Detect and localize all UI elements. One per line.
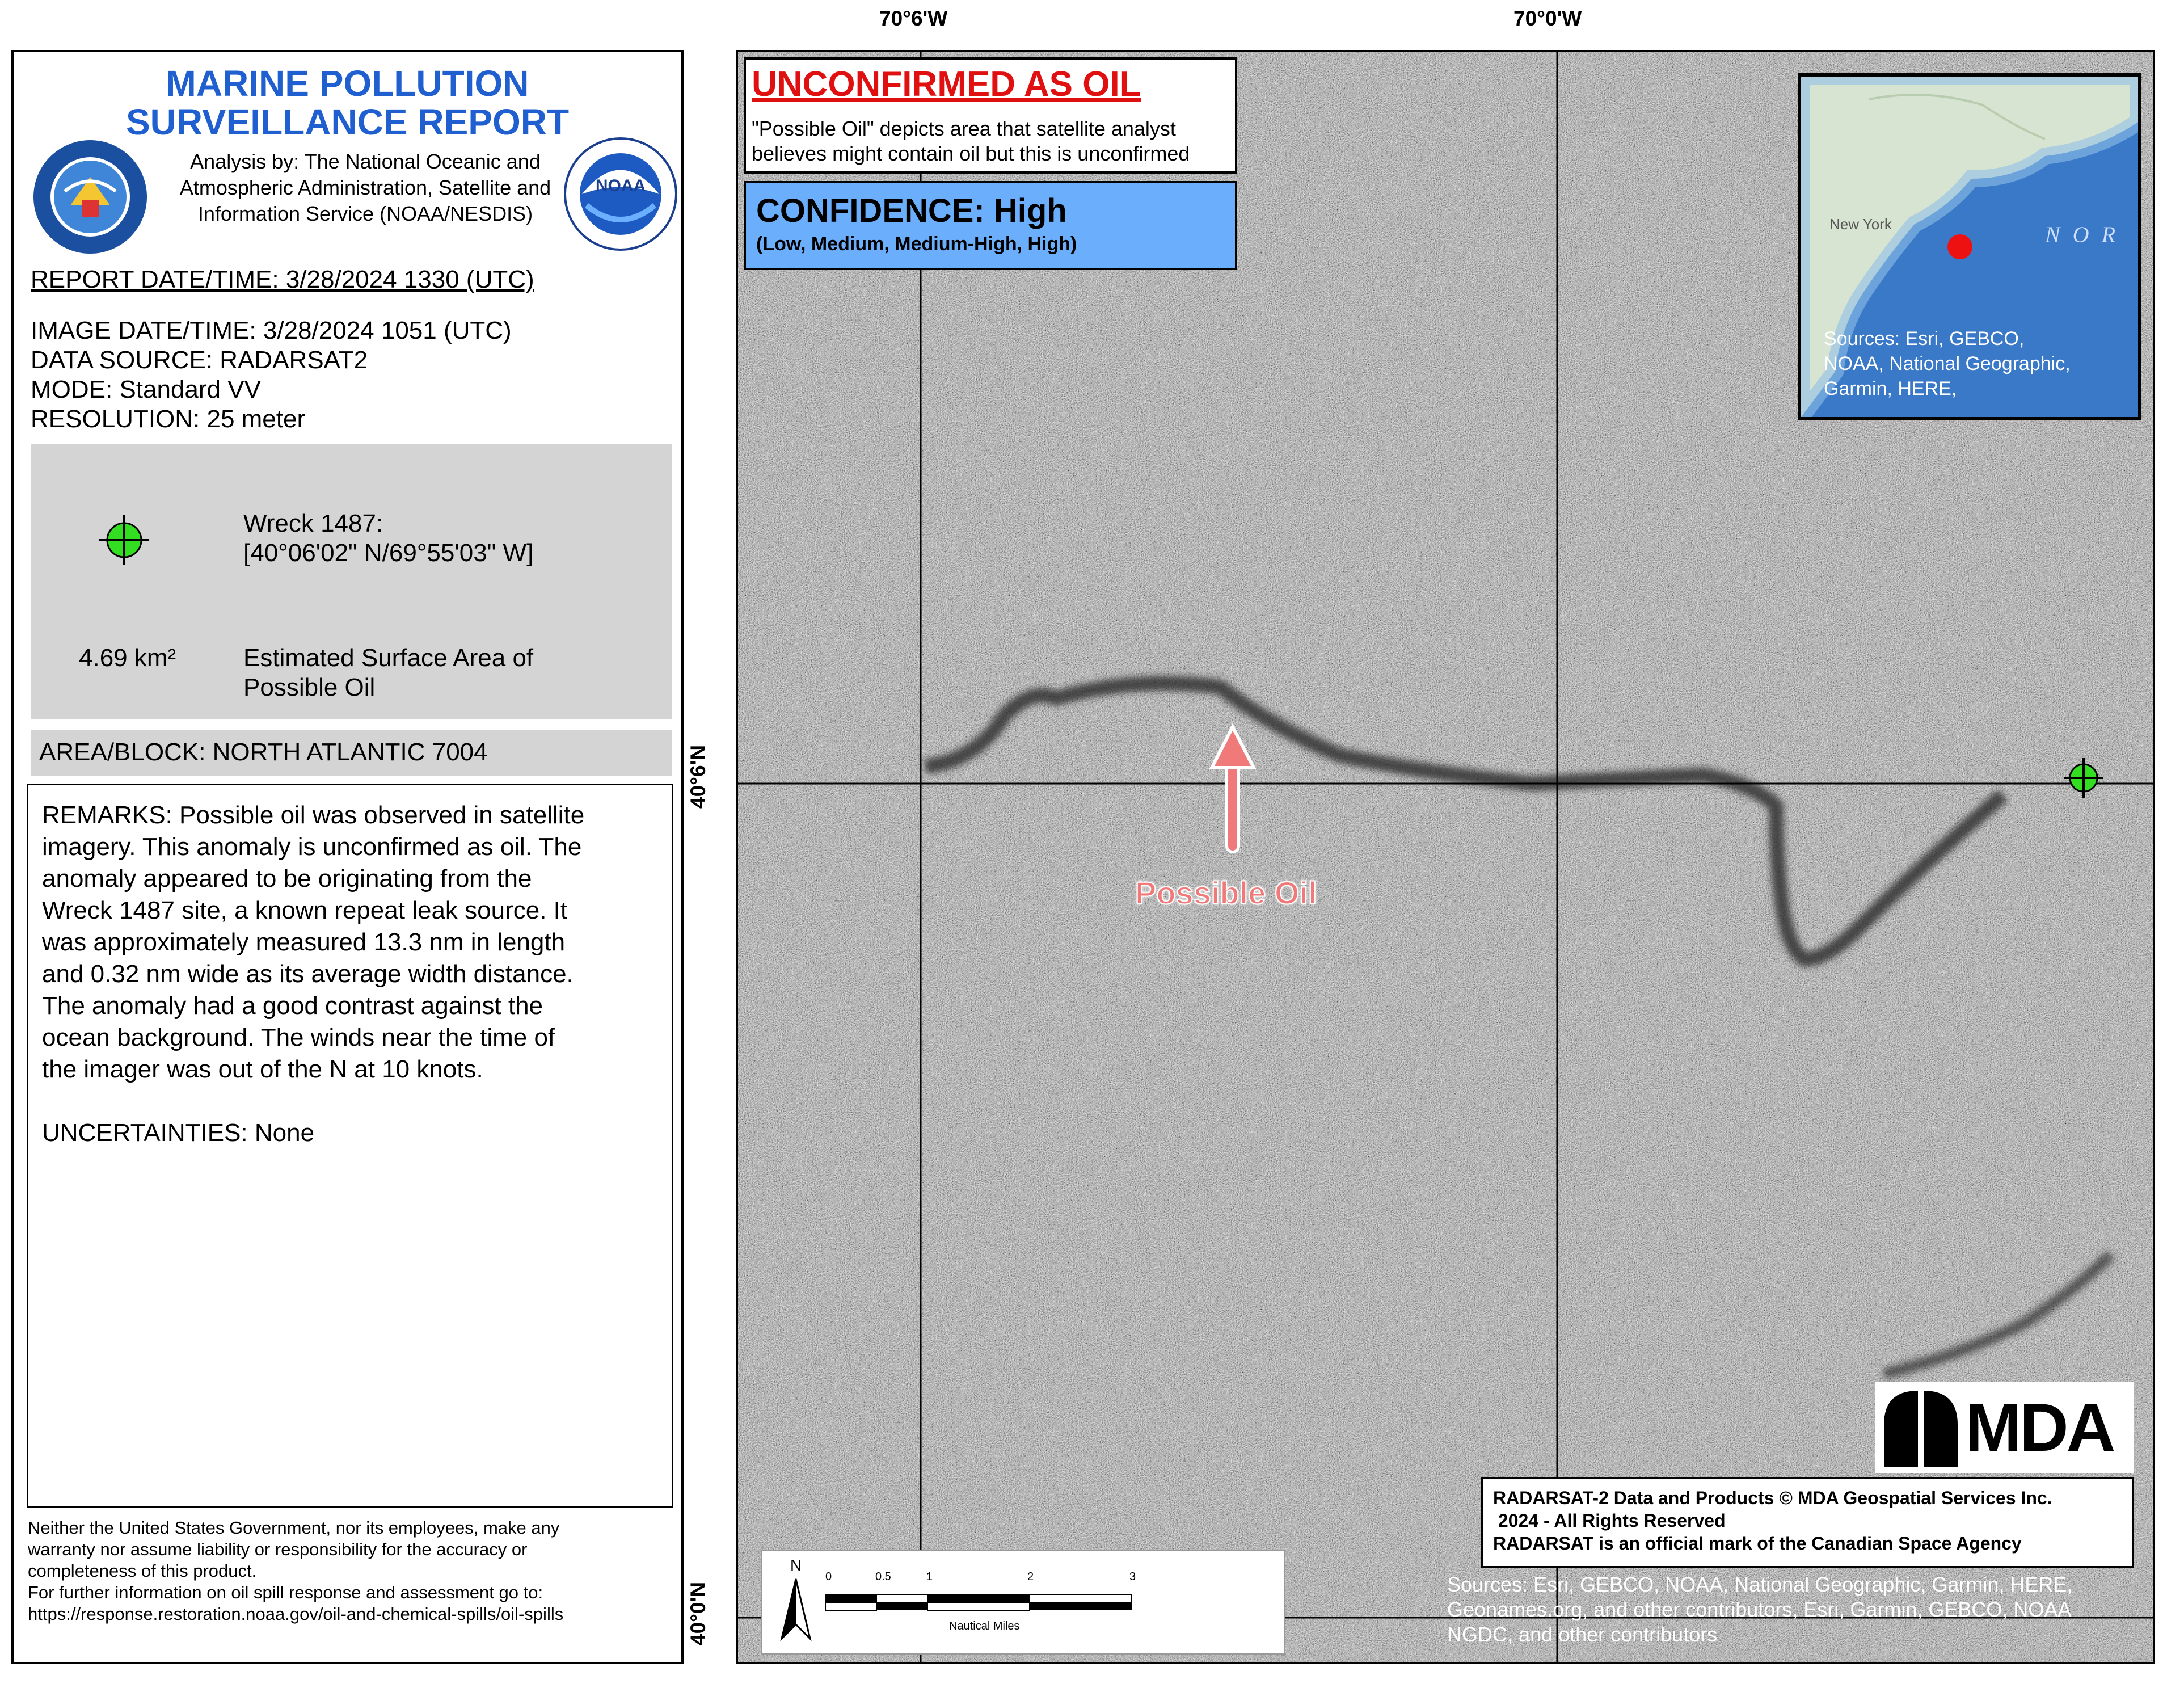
wreck-coords: [40°06'02" N/69°55'03" W] bbox=[243, 539, 534, 567]
disclaimer-line: completeness of this product. bbox=[28, 1561, 257, 1581]
scale-tick-1: 1 bbox=[926, 1571, 933, 1583]
north-label: N bbox=[790, 1556, 802, 1574]
disclaimer-line: warranty nor assume liability or responsibility for the accuracy or bbox=[28, 1539, 528, 1559]
confidence-scale: (Low, Medium, Medium-High, High) bbox=[756, 233, 1077, 255]
basemap-sources bbox=[1447, 1572, 2072, 1647]
lat-label-40-0n: 40°0'N bbox=[686, 1581, 710, 1645]
legend-box bbox=[31, 444, 672, 719]
confidence-box bbox=[744, 181, 1237, 270]
report-datetime: REPORT DATE/TIME: 3/28/2024 1330 (UTC) bbox=[31, 266, 534, 293]
confidence-title: CONFIDENCE: High bbox=[756, 192, 1067, 229]
wreck-marker-icon bbox=[96, 512, 153, 569]
uncertainties: UNCERTAINTIES: None bbox=[42, 1119, 315, 1147]
noaa-seal-icon bbox=[564, 134, 677, 254]
remarks-line: ocean background. The winds near the time of bbox=[42, 1024, 555, 1051]
data-source: DATA SOURCE: RADARSAT2 bbox=[31, 346, 368, 374]
inset-place-label: New York bbox=[1829, 216, 1892, 233]
mda-notice-line: RADARSAT is an official mark of the Canadian Space Agency bbox=[1493, 1533, 2022, 1554]
remarks-text bbox=[42, 799, 660, 1149]
inset-sources-line: Garmin, HERE, bbox=[1824, 378, 1957, 399]
report-title-line1: MARINE POLLUTION bbox=[166, 63, 529, 104]
remarks-line: REMARKS: Possible oil was observed in satellite bbox=[42, 801, 585, 829]
report-title-line2: SURVEILLANCE REPORT bbox=[125, 102, 570, 142]
scale-tick-2: 2 bbox=[1027, 1571, 1034, 1583]
resolution: RESOLUTION: 25 meter bbox=[31, 405, 306, 433]
report-panel bbox=[11, 50, 684, 1664]
basemap-sources-line: Geonames.org, and other contributors, Esri, Garmin, GEBCO, NOAA bbox=[1447, 1598, 2072, 1621]
disclaimer-line: https://response.restoration.noaa.gov/oil-and-chemical-spills/oil-spills bbox=[28, 1604, 564, 1624]
scale-tick-0: 0 bbox=[825, 1571, 832, 1583]
unconfirmed-title: UNCONFIRMED AS OIL bbox=[752, 65, 1141, 104]
oil-area-label-line1: Estimated Surface Area of bbox=[243, 644, 534, 672]
scale-bar-graphic bbox=[824, 1593, 1153, 1613]
mda-logo bbox=[1875, 1382, 2134, 1473]
inset-location-marker-icon bbox=[1947, 234, 1972, 259]
unconfirmed-desc-line1: "Possible Oil" depicts area that satellite analyst bbox=[752, 117, 1176, 140]
area-block-bar bbox=[31, 730, 672, 776]
mda-logo-icon bbox=[1878, 1385, 1963, 1470]
area-block-label: AREA/BLOCK: NORTH ATLANTIC 7004 bbox=[39, 738, 488, 766]
mda-notice-line: RADARSAT-2 Data and Products © MDA Geospatial Services Inc. bbox=[1493, 1488, 2052, 1508]
unconfirmed-desc-line2: believes might contain oil but this is unconfirmed bbox=[752, 142, 1190, 165]
unconfirmed-box bbox=[744, 57, 1237, 174]
inset-locator-map bbox=[1798, 73, 2141, 420]
image-datetime: IMAGE DATE/TIME: 3/28/2024 1051 (UTC) bbox=[31, 317, 512, 344]
remarks-line: imagery. This anomaly is unconfirmed as oil. The bbox=[42, 833, 582, 861]
north-arrow-icon bbox=[779, 1576, 813, 1644]
remarks-line: was approximately measured 13.3 nm in length bbox=[42, 928, 566, 956]
sar-map[interactable] bbox=[736, 50, 2155, 1664]
lon-label-70-6w: 70°6'W bbox=[879, 7, 948, 30]
inset-sources-line: Sources: Esri, GEBCO, bbox=[1824, 328, 2025, 350]
inset-ocean-label: N O R bbox=[2045, 222, 2119, 247]
basemap-sources-line: Sources: Esri, GEBCO, NOAA, National Geographic, Garmin, HERE, bbox=[1447, 1573, 2073, 1596]
oil-area-label-line2: Possible Oil bbox=[243, 673, 376, 701]
noaa-seal-label: NOAA bbox=[595, 176, 646, 195]
oil-area-value: 4.69 km² bbox=[79, 644, 176, 672]
basemap-sources-line: NGDC, and other contributors bbox=[1447, 1623, 1718, 1646]
remarks-box bbox=[27, 784, 673, 1508]
remarks-line: Wreck 1487 site, a known repeat leak source. It bbox=[42, 896, 568, 924]
remarks-line: and 0.32 nm wide as its average width distance. bbox=[42, 960, 574, 988]
remarks-line: The anomaly had a good contrast against the bbox=[42, 992, 543, 1020]
wreck-label: Wreck 1487: bbox=[243, 510, 383, 537]
scale-unit: Nautical Miles bbox=[949, 1620, 1020, 1632]
scale-tick-0-5: 0.5 bbox=[875, 1571, 891, 1583]
scale-bar-panel bbox=[761, 1550, 1285, 1655]
analysis-credit: Analysis by: The National Oceanic and Atmospheric Administration, Satellite and Information Service (NOAA/NESDIS) bbox=[179, 150, 551, 225]
inset-sources-line: NOAA, National Geographic, bbox=[1824, 353, 2071, 374]
mda-copyright-notice bbox=[1481, 1477, 2134, 1568]
mda-notice-line: 2024 - All Rights Reserved bbox=[1493, 1510, 1726, 1531]
scale-tick-3: 3 bbox=[1129, 1571, 1136, 1583]
remarks-line: the imager was out of the N at 10 knots. bbox=[42, 1055, 483, 1083]
inset-sources bbox=[1824, 326, 2071, 401]
doc-seal-icon bbox=[31, 137, 150, 256]
possible-oil-label: Possible Oil bbox=[1135, 875, 1317, 911]
disclaimer bbox=[28, 1517, 674, 1625]
mda-logo-text: MDA bbox=[1965, 1390, 2114, 1466]
lon-label-70-0w: 70°0'W bbox=[1513, 7, 1582, 30]
remarks-line: anomaly appeared to be originating from the bbox=[42, 865, 532, 893]
disclaimer-line: Neither the United States Government, nor its employees, make any bbox=[28, 1518, 560, 1538]
mode: MODE: Standard VV bbox=[31, 376, 261, 403]
lat-label-40-6n: 40°6'N bbox=[686, 744, 710, 809]
disclaimer-line: For further information on oil spill response and assessment go to: bbox=[28, 1582, 543, 1602]
